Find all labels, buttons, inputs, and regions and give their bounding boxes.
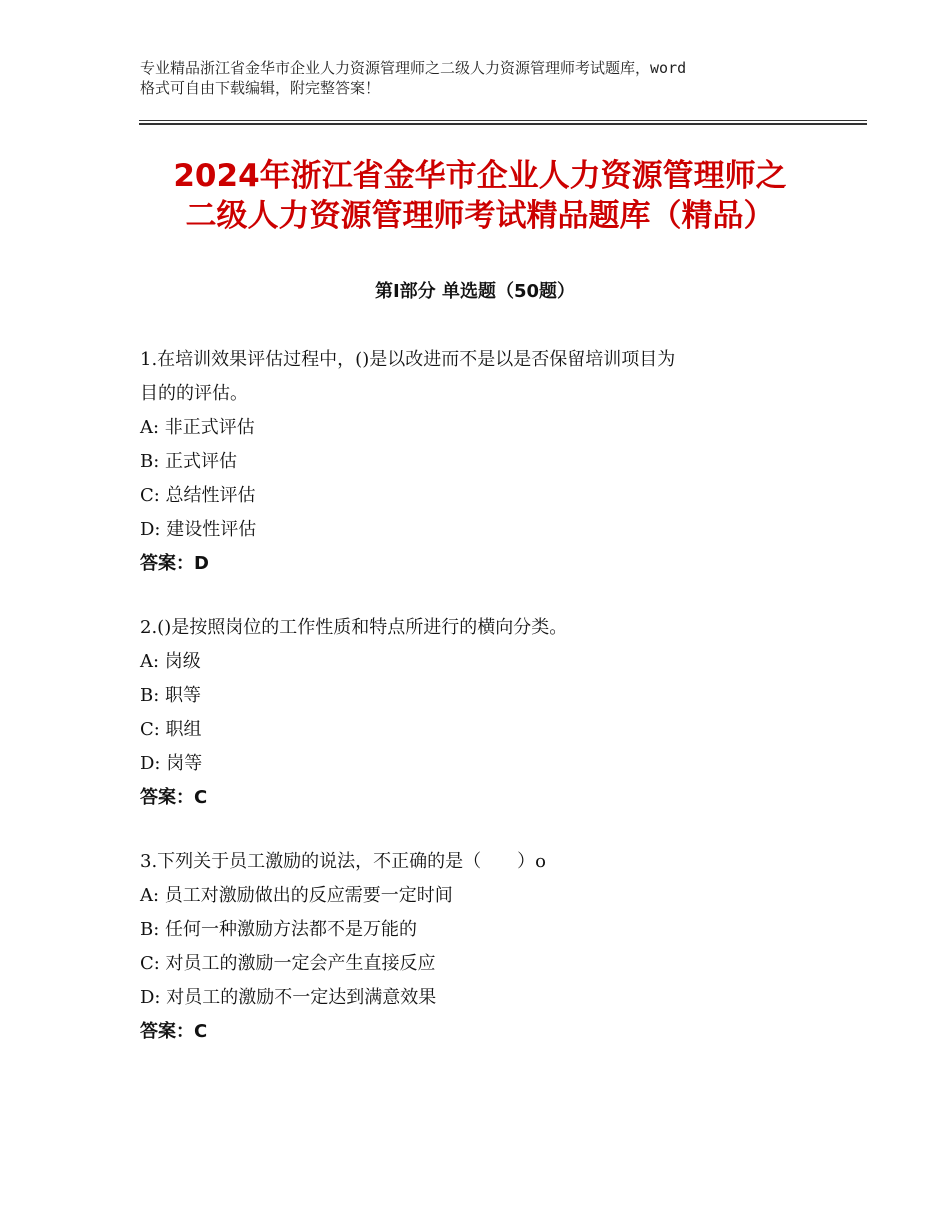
header-divider-thick <box>139 123 867 125</box>
question-2-answer: 答案：C <box>140 787 208 808</box>
header-note-line-2: 格式可自由下载编辑，附完整答案！ <box>140 79 381 97</box>
question-3 <box>140 845 840 1049</box>
header-note-line-1: 专业精品浙江省金华市企业人力资源管理师之二级人力资源管理师考试题库，word <box>140 59 687 77</box>
question-2-option-d: D: 岗等 <box>140 753 203 774</box>
question-2-option-c: C: 职组 <box>140 719 202 740</box>
question-3-option-d: D: 对员工的激励不一定达到满意效果 <box>140 987 437 1008</box>
question-2 <box>140 611 840 815</box>
question-2-stem: 2.()是按照岗位的工作性质和特点所进行的横向分类。 <box>140 617 568 638</box>
question-2-option-a: A: 岗级 <box>140 651 201 672</box>
question-3-option-a: A: 员工对激励做出的反应需要一定时间 <box>140 885 453 906</box>
question-3-answer: 答案：C <box>140 1021 208 1042</box>
question-1-option-d: D: 建设性评估 <box>140 519 257 540</box>
header-divider-thin <box>139 120 867 121</box>
question-3-option-b: B: 任何一种激励方法都不是万能的 <box>140 919 418 940</box>
question-2-option-b: B: 职等 <box>140 685 202 706</box>
question-list <box>140 343 840 1079</box>
question-1-stem-line-1: 1.在培训效果评估过程中，()是以改进而不是以是否保留培训项目为 <box>140 349 676 370</box>
question-1-option-c: C: 总结性评估 <box>140 485 256 506</box>
document-title <box>130 156 830 236</box>
question-1-option-a: A: 非正式评估 <box>140 417 255 438</box>
question-1-option-b: B: 正式评估 <box>140 451 238 472</box>
question-3-stem: 3.下列关于员工激励的说法，不正确的是（ ）o <box>140 851 547 872</box>
question-1-stem-line-2: 目的的评估。 <box>140 383 248 404</box>
question-1 <box>140 343 840 581</box>
section-heading: 第Ⅰ部分 单选题（50题） <box>374 281 575 302</box>
document-title-line-2: 二级人力资源管理师考试精品题库（精品） <box>185 198 775 234</box>
question-3-option-c: C: 对员工的激励一定会产生直接反应 <box>140 953 436 974</box>
header-note <box>140 58 840 98</box>
question-1-answer: 答案：D <box>140 553 209 574</box>
document-title-line-1: 2024年浙江省金华市企业人力资源管理师之 <box>173 158 787 194</box>
